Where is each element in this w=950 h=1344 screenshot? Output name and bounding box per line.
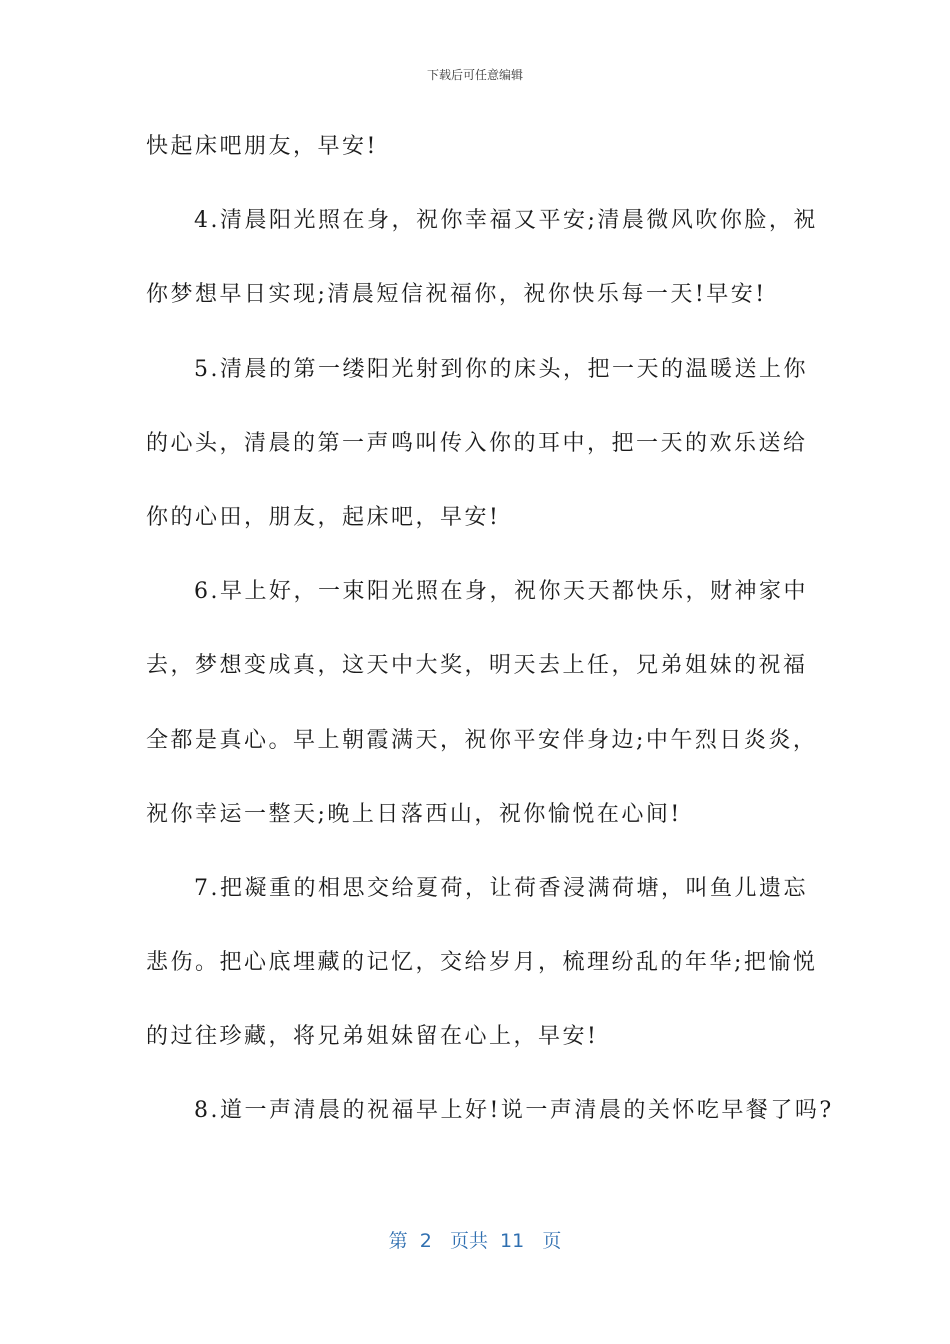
text-line: 全都是真心。早上朝霞满天，祝你平安伴身边;中午烈日炎炎， [146,727,818,753]
paragraph-start-6: 6.早上好，一束阳光照在身，祝你天天都快乐，财神家中 [194,579,808,605]
text-line: 的心头，清晨的第一声鸣叫传入你的耳中，把一天的欢乐送给 [146,430,808,456]
page-number-footer: 第 2 页共 11 页 [388,1230,562,1252]
text-line: 的过往珍藏，将兄弟姐妹留在心上，早安! [146,1024,599,1050]
page-header-note: 下载后可任意编辑 [426,68,523,82]
text-line: 悲伤。把心底埋藏的记忆，交给岁月，梳理纷乱的年华;把愉悦 [146,950,818,976]
paragraph-start-7: 7.把凝重的相思交给夏荷，让荷香浸满荷塘，叫鱼儿遗忘 [194,875,808,901]
paragraph-start-8: 8.道一声清晨的祝福早上好!说一声清晨的关怀吃早餐了吗? [194,1098,834,1124]
text-line: 你的心田，朋友，起床吧，早安! [146,504,501,530]
text-line: 你梦想早日实现;清晨短信祝福你，祝你快乐每一天!早安! [146,282,767,308]
text-line: 去，梦想变成真，这天中大奖，明天去上任，兄弟姐妹的祝福 [146,653,808,679]
text-line: 祝你幸运一整天;晚上日落西山，祝你愉悦在心间! [146,801,682,827]
text-line: 快起床吧朋友，早安! [146,134,378,159]
paragraph-start-4: 4.清晨阳光照在身，祝你幸福又平安;清晨微风吹你脸，祝 [194,208,818,234]
document-body [146,122,834,1161]
paragraph-start-5: 5.清晨的第一缕阳光射到你的床头，把一天的温暖送上你 [194,356,808,382]
